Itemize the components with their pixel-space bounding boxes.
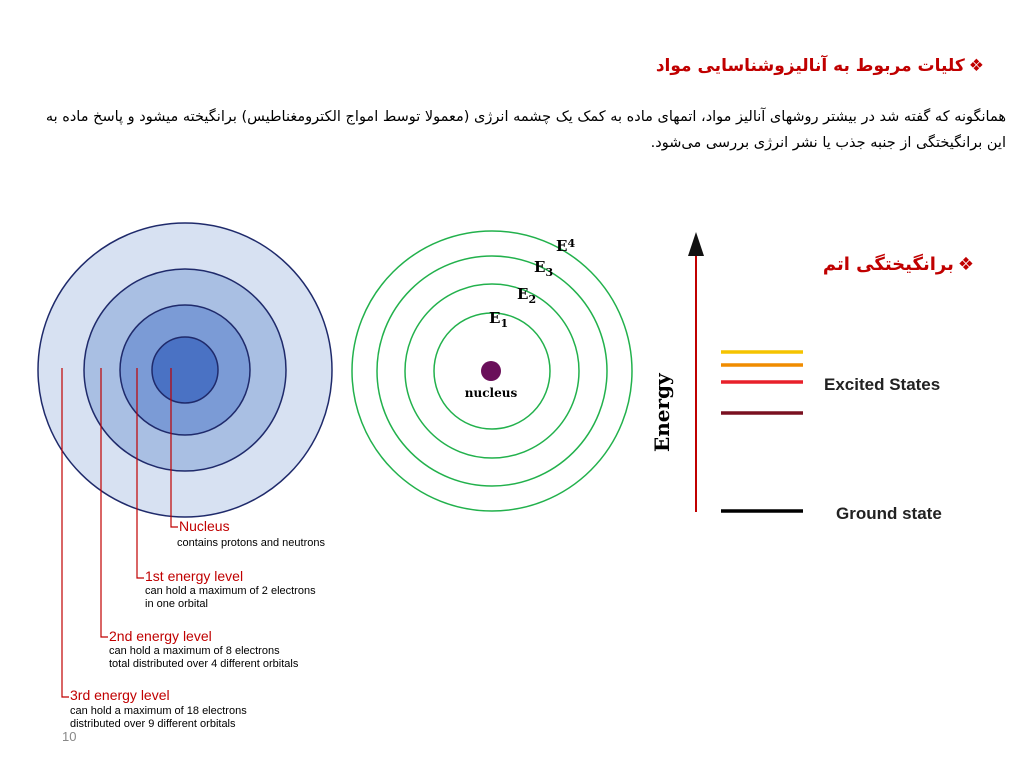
nucleus-label: Nucleus: [179, 518, 230, 534]
atom-level-diagram: [38, 223, 332, 730]
nucleus-core: [152, 337, 218, 403]
ground-state-label: Ground state: [836, 504, 942, 523]
level-e4-label: $E^4$: [556, 237, 576, 255]
second-level-description-2: total distributed over 4 different orbitals: [109, 658, 299, 670]
nucleus-description: contains protons and neutrons: [177, 537, 325, 549]
third-level-label: 3rd energy level: [70, 687, 170, 703]
intro-paragraph: همانگونه که گفته شد در بیشتر روشهای آنالیز مواد، اتمهای ماده به کمک یک چشمه انرژی (معمولا توسط امواج الکترومغناطیس) برانگیخته میشود و پاسخ ماده به این برانگیختگی از جنبه جذب یا نشر انرژی بررسی می‌شود.: [45, 109, 1006, 151]
second-level-description-1: can hold a maximum of 8 electrons: [109, 645, 280, 657]
level-e1-label: $E_1$: [489, 309, 509, 330]
third-level-description-2: distributed over 9 different orbitals: [70, 718, 236, 730]
first-level-label: 1st energy level: [145, 568, 244, 584]
first-level-description-2: in one orbital: [145, 598, 208, 610]
second-level-label: 2nd energy level: [109, 628, 212, 644]
level-e3-label: $E_3$: [534, 258, 554, 279]
first-level-description-1: can hold a maximum of 2 electrons: [145, 585, 316, 597]
energy-axis-label: Energy: [650, 373, 674, 452]
excitation-title-text: برانگیختگی اتم: [822, 254, 954, 275]
excited-states-label: Excited States: [824, 375, 941, 394]
third-level-description-1: can hold a maximum of 18 electrons: [70, 705, 247, 717]
slide-title-text: کلیات مربوط به آنالیزوشناسایی مواد: [655, 56, 965, 76]
level-e2-label: $E_2$: [517, 285, 537, 306]
nucleus-dot: [481, 361, 501, 381]
page-number: 10: [62, 729, 77, 744]
energy-axis-arrow-icon: [688, 232, 704, 256]
nucleus-text: nucleus: [464, 386, 518, 400]
diamond-bullet-icon: ❖: [968, 56, 984, 76]
bohr-orbit-diagram: [352, 231, 632, 511]
energy-level-diagram: [650, 232, 942, 523]
diamond-bullet-icon: ❖: [957, 254, 974, 275]
